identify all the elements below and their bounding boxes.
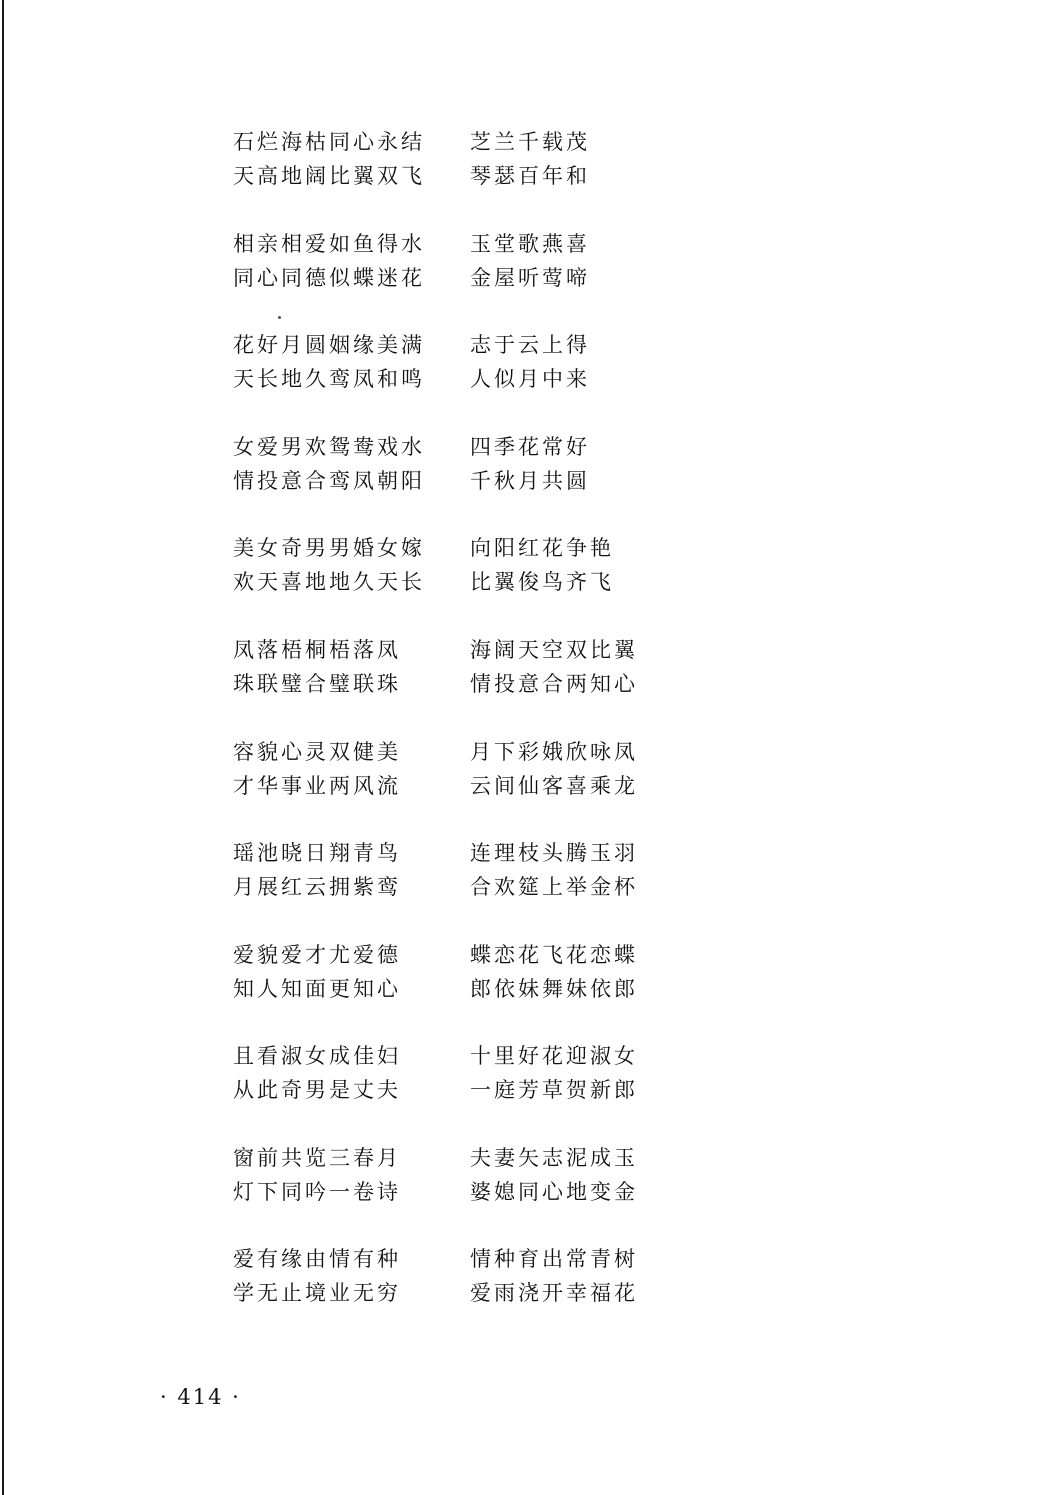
couplet-line: 石烂海枯同心永结: [233, 130, 425, 154]
couplet-line: 金屋听莺啼: [470, 266, 590, 290]
couplet-line: 向阳红花争艳: [470, 536, 614, 560]
couplet-line: 连理枝头腾玉羽: [470, 841, 638, 865]
page-number: · 414 ·: [160, 1385, 241, 1409]
couplet-line: 四季花常好: [470, 435, 590, 459]
couplet-line: 情投意合两知心: [470, 672, 638, 696]
couplet-line: 十里好花迎淑女: [470, 1044, 638, 1068]
couplet-line: 女爱男欢鸳鸯戏水: [233, 435, 425, 459]
couplet-line: 知人知面更知心: [233, 977, 401, 1001]
couplet-line: 月下彩娥欣咏凤: [470, 740, 638, 764]
couplet-line: 爱貌爱才尤爱德: [233, 943, 401, 967]
couplet-line: 情种育出常青树: [470, 1247, 638, 1271]
couplet-pair: [0, 638, 1045, 708]
couplet-pair: [0, 1247, 1045, 1317]
couplet-pair: [0, 1044, 1045, 1114]
couplet-line: 情投意合鸾凤朝阳: [233, 469, 425, 493]
couplet-line: 夫妻矢志泥成玉: [470, 1146, 638, 1170]
couplet-line: 芝兰千载茂: [470, 130, 590, 154]
couplet-line: 欢天喜地地久天长: [233, 570, 425, 594]
couplet-line: 美女奇男男婚女嫁: [233, 536, 425, 560]
couplet-line: 一庭芳草贺新郎: [470, 1078, 638, 1102]
couplet-pair: [0, 740, 1045, 810]
couplet-line: 蝶恋花飞花恋蝶: [470, 943, 638, 967]
couplet-line: 婆媳同心地变金: [470, 1180, 638, 1204]
couplet-pair: [0, 435, 1045, 505]
couplet-line: 且看淑女成佳妇: [233, 1044, 401, 1068]
couplet-line: 学无止境业无穷: [233, 1281, 401, 1305]
couplet-line: 同心同德似蝶迷花: [233, 266, 425, 290]
couplet-line: 天长地久鸾凤和鸣: [233, 367, 425, 391]
couplet-line: 凤落梧桐梧落凤: [233, 638, 401, 662]
couplet-line: 玉堂歌燕喜: [470, 232, 590, 256]
couplet-pair: [0, 130, 1045, 200]
couplet-line: 才华事业两风流: [233, 774, 401, 798]
couplet-line: 志于云上得: [470, 333, 590, 357]
couplet-pair: [0, 943, 1045, 1013]
couplet-line: 瑶池晓日翔青鸟: [233, 841, 401, 865]
couplet-line: 从此奇男是丈夫: [233, 1078, 401, 1102]
couplet-line: 天高地阔比翼双飞: [233, 164, 425, 188]
couplet-pair: [0, 1146, 1045, 1216]
couplet-line: 灯下同吟一卷诗: [233, 1180, 401, 1204]
couplet-line: 千秋月共圆: [470, 469, 590, 493]
couplet-line: 月展红云拥紫鸾: [233, 875, 401, 899]
couplet-pair: [0, 536, 1045, 606]
couplet-line: 海阔天空双比翼: [470, 638, 638, 662]
couplet-line: 云间仙客喜乘龙: [470, 774, 638, 798]
couplet-line: 相亲相爱如鱼得水: [233, 232, 425, 256]
couplet-line: 窗前共览三春月: [233, 1146, 401, 1170]
couplet-line: 爱雨浇开幸福花: [470, 1281, 638, 1305]
couplet-pair: [0, 232, 1045, 302]
couplet-pair: [0, 333, 1045, 403]
couplet-line: 合欢筵上举金杯: [470, 875, 638, 899]
couplet-line: 人似月中来: [470, 367, 590, 391]
couplet-pair: [0, 841, 1045, 911]
couplet-line: 比翼俊鸟齐飞: [470, 570, 614, 594]
couplet-line: 容貌心灵双健美: [233, 740, 401, 764]
couplet-line: 花好月圆姻缘美满: [233, 333, 425, 357]
couplet-line: 郎依妹舞妹依郎: [470, 977, 638, 1001]
couplet-line: 珠联璧合璧联珠: [233, 672, 401, 696]
couplet-line: 琴瑟百年和: [470, 164, 590, 188]
couplet-line: 爱有缘由情有种: [233, 1247, 401, 1271]
